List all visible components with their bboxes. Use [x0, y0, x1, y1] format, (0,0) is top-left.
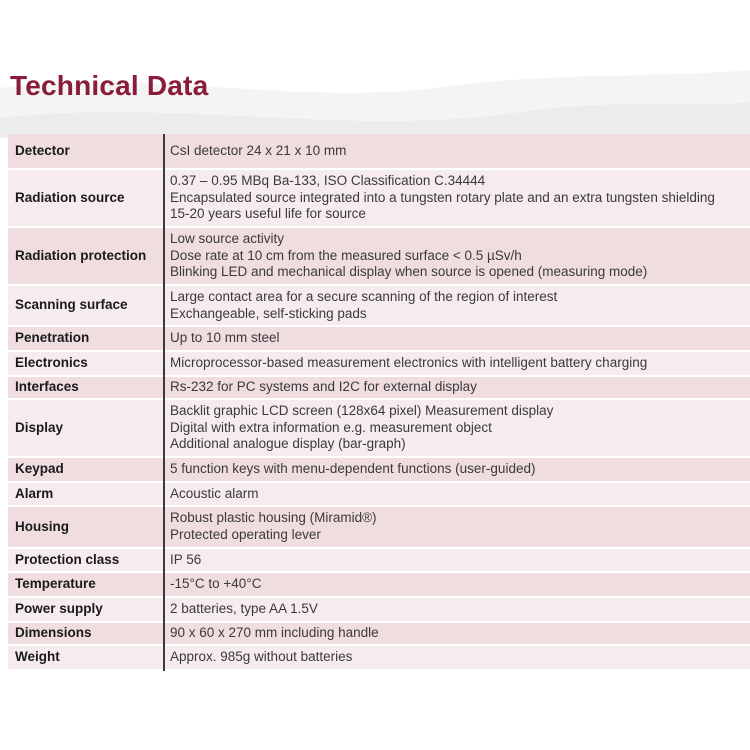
spec-label: Penetration: [8, 326, 164, 351]
table-row: [8, 457, 750, 482]
spec-value: [164, 548, 750, 572]
spec-value-line: Up to 10 mm steel: [170, 330, 280, 346]
spec-label: Interfaces: [8, 376, 164, 399]
spec-label: Scanning surface: [8, 285, 164, 326]
spec-value-line: Dose rate at 10 cm from the measured surface < 0.5 µSv/h: [170, 247, 522, 263]
spec-value-line: Robust plastic housing (Miramid®): [170, 510, 377, 526]
table-row: [8, 597, 750, 622]
spec-value-line: Additional analogue display (bar-graph): [170, 436, 406, 452]
spec-value-line: Blinking LED and mechanical display when source is opened (measuring mode): [170, 264, 648, 280]
spec-value-line: Protected operating lever: [170, 527, 321, 542]
spec-value: [164, 134, 750, 169]
spec-label: Housing: [8, 506, 164, 548]
spec-value-line: Encapsulated source integrated into a tungsten rotary plate and an extra tungsten shielding: [170, 189, 715, 205]
spec-value-line: 0.37 – 0.95 MBq Ba-133, ISO Classification C.34444: [170, 172, 486, 188]
table-row: [8, 548, 750, 572]
table-row: [8, 506, 750, 548]
table-row: [8, 622, 750, 645]
spec-value-line: CsI detector 24 x 21 x 10 mm: [170, 142, 347, 158]
spec-label: Keypad: [8, 457, 164, 482]
table-row: [8, 376, 750, 399]
spec-value-line: -15°C to +40°C: [170, 576, 262, 592]
spec-value-line: 2 batteries, type AA 1.5V: [170, 601, 318, 617]
spec-value-line: Exchangeable, self-sticking pads: [170, 305, 367, 321]
spec-value: [164, 285, 750, 326]
spec-value: [164, 399, 750, 457]
spec-value: [164, 597, 750, 622]
spec-value: [164, 351, 750, 376]
spec-value-line: Low source activity: [170, 230, 285, 246]
table-row: [8, 482, 750, 506]
spec-value: [164, 506, 750, 548]
table-row: [8, 351, 750, 376]
spec-label: Radiation protection: [8, 227, 164, 285]
table-row: [8, 227, 750, 285]
spec-value-line: IP 56: [170, 551, 202, 567]
table-row: [8, 399, 750, 457]
spec-value: [164, 645, 750, 670]
spec-value: [164, 622, 750, 645]
spec-label: Temperature: [8, 572, 164, 597]
page-title: Technical Data: [10, 70, 209, 101]
table-row: [8, 285, 750, 326]
spec-value: [164, 227, 750, 285]
spec-value: [164, 169, 750, 227]
table-row: [8, 572, 750, 597]
spec-value-line: Large contact area for a secure scanning of the region of interest: [170, 288, 558, 304]
spec-value-line: Acoustic alarm: [170, 485, 259, 501]
spec-value: [164, 572, 750, 597]
spec-value-line: Rs-232 for PC systems and I2C for external display: [170, 379, 477, 395]
spec-label: Weight: [8, 645, 164, 670]
spec-value-line: 15-20 years useful life for source: [170, 206, 366, 222]
spec-value: [164, 376, 750, 399]
technical-data-table: [8, 134, 750, 671]
spec-value-line: Approx. 985g without batteries: [170, 649, 353, 665]
spec-label: Dimensions: [8, 622, 164, 645]
spec-label: Radiation source: [8, 169, 164, 227]
spec-label: Electronics: [8, 351, 164, 376]
table-row: [8, 645, 750, 670]
table-row: [8, 326, 750, 351]
spec-value: [164, 482, 750, 506]
spec-value: [164, 457, 750, 482]
spec-value-line: Digital with extra information e.g. measurement object: [170, 419, 492, 435]
spec-label: Power supply: [8, 597, 164, 622]
spec-label: Protection class: [8, 548, 164, 572]
spec-value-line: Microprocessor-based measurement electronics with intelligent battery charging: [170, 355, 648, 371]
spec-value-line: Backlit graphic LCD screen (128x64 pixel) Measurement display: [170, 402, 554, 418]
table-row: [8, 134, 750, 169]
spec-value: [164, 326, 750, 351]
spec-label: Display: [8, 399, 164, 457]
spec-value-line: 5 function keys with menu-dependent functions (user-guided): [170, 461, 536, 477]
table-row: [8, 169, 750, 227]
spec-value-line: 90 x 60 x 270 mm including handle: [170, 625, 379, 641]
spec-label: Alarm: [8, 482, 164, 506]
spec-label: Detector: [8, 134, 164, 169]
